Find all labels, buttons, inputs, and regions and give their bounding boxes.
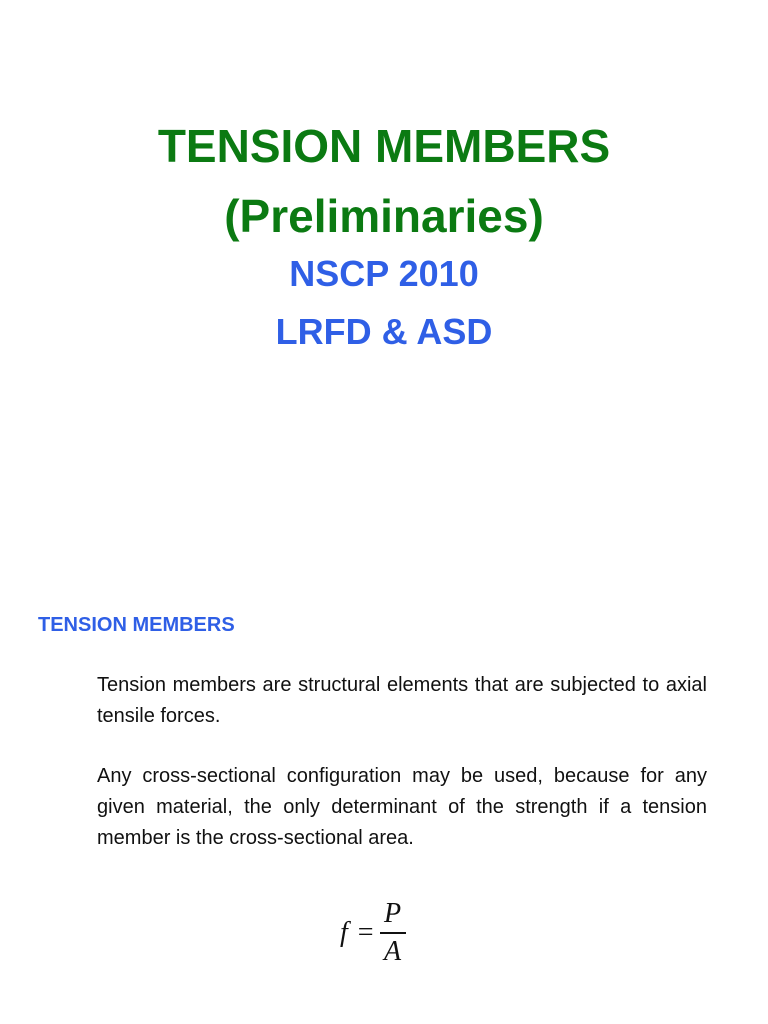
subtitle-line-2: LRFD & ASD xyxy=(275,311,493,352)
formula-numerator: P xyxy=(384,898,402,929)
title-line-2: (Preliminaries) xyxy=(224,190,544,242)
formula-fraction xyxy=(380,898,406,968)
subtitle-line-1: NSCP 2010 xyxy=(289,253,479,294)
formula-equals: = xyxy=(357,917,374,948)
title-line-1: TENSION MEMBERS xyxy=(157,120,611,172)
fraction-bar xyxy=(380,932,406,934)
paragraph-cross-section: Any cross-sectional configuration may be used, because for any given material, the only determinant of the strength if a tension member is the cross-sectional area. xyxy=(97,765,707,849)
formula-denominator: A xyxy=(384,936,402,967)
stress-formula xyxy=(340,898,406,968)
paragraph-definition: Tension members are structural elements that are subjected to axial tensile forces. xyxy=(97,674,707,727)
formula-lhs: f xyxy=(340,917,348,948)
section-heading: TENSION MEMBERS xyxy=(38,614,235,636)
